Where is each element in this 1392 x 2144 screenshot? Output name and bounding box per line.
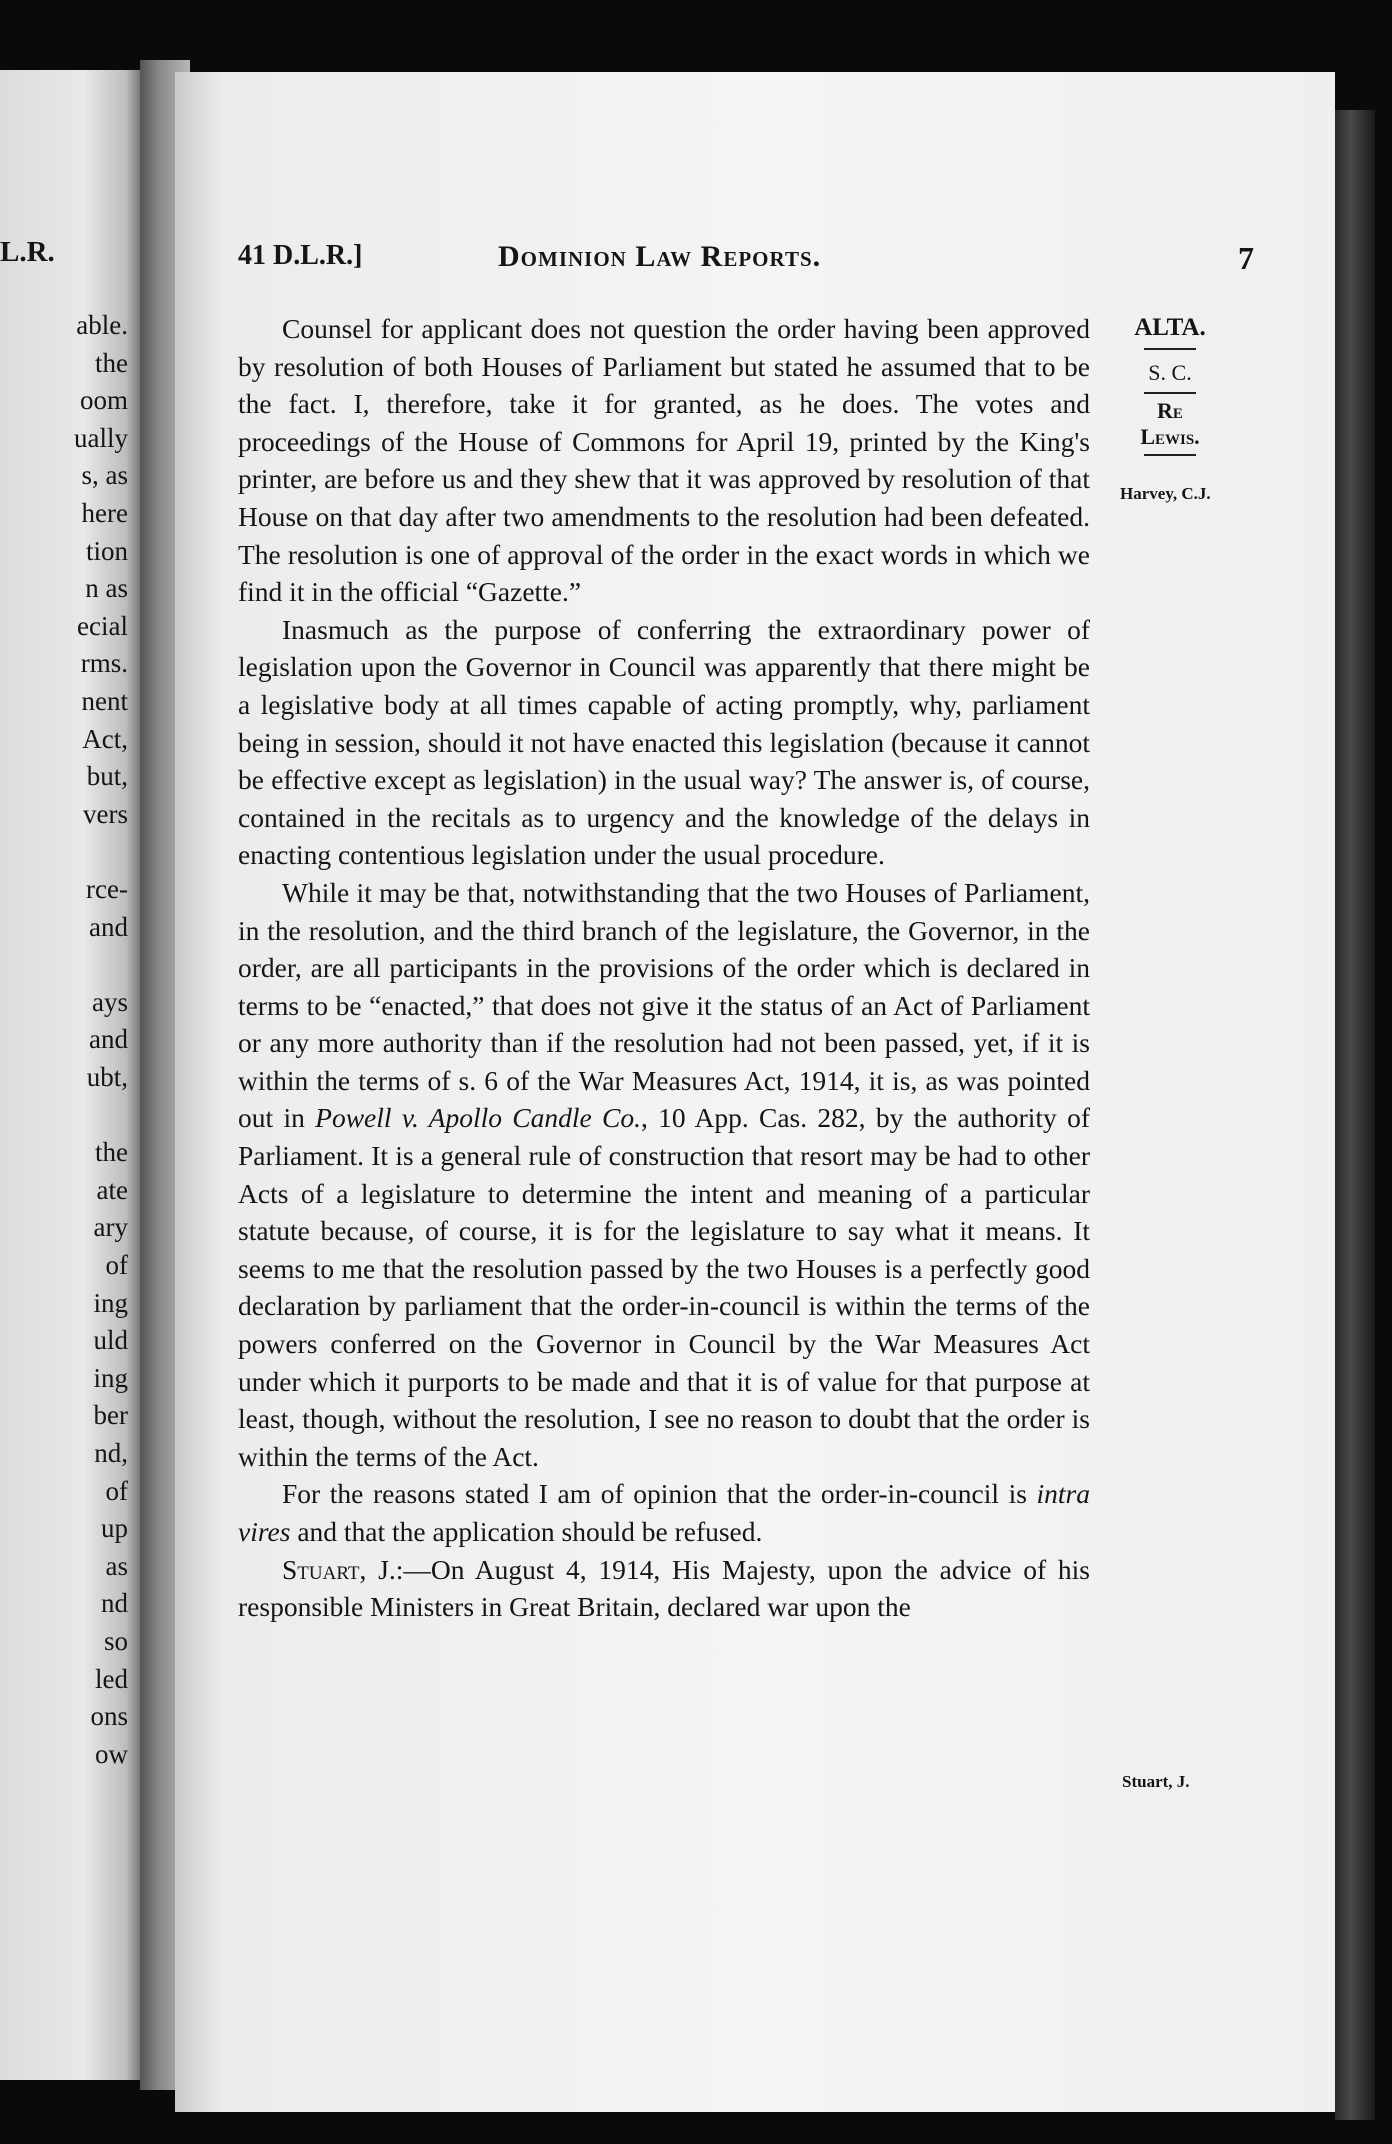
rule (1144, 348, 1196, 350)
left-page-line: able. (76, 310, 128, 340)
left-page-line: n as (85, 573, 128, 604)
text-run: and that the application should be refused. (290, 1516, 763, 1547)
left-page-line: ecial (77, 610, 128, 641)
left-page-line: ays (92, 986, 128, 1017)
margin-notes (1115, 312, 1225, 460)
case-name-line2: Lewis. (1140, 424, 1200, 449)
left-page-line: up (101, 1513, 128, 1544)
running-title: Dominion Law Reports. (498, 240, 822, 273)
left-page-line: ow (95, 1738, 128, 1769)
left-page-line: here (81, 498, 128, 528)
left-page-line: nd, (94, 1438, 128, 1468)
left-page-line: vers (83, 798, 128, 829)
left-page-line: rms. (80, 648, 128, 679)
left-page-line: of (105, 1475, 128, 1506)
left-page-line: ons (90, 1701, 128, 1732)
left-page-line: the (95, 1137, 128, 1168)
left-page-line: as (105, 1550, 128, 1581)
left-page-line: rce- (86, 874, 128, 904)
left-page-line: Act, (82, 723, 128, 754)
rule (1144, 392, 1196, 394)
case-name-line1: Re (1157, 398, 1183, 423)
left-page-line: ing (93, 1362, 128, 1393)
page-number: 7 (1238, 240, 1254, 276)
text-run: , 10 App. Cas. 282, by the authority of Parliament. It is a general rule of construction that resort may be had to other Acts of a legislature to determine the intent and meaning of a particular statute because, of course, it is for the legislature to say what it means. It seems to me that the resolution passed by the two Houses is a perfectly good declaration by parliament that the order-in-council is within the terms of the powers conferred on the Governor in Council by the War Measures Act under which it purports to be made and that it is of value for that purpose at least, though, without the resolution, I see no reason to doubt that the order is within the terms of the Act. (238, 1102, 1091, 1472)
judge-margin-note-harvey: Harvey, C.J. (1120, 484, 1211, 503)
page-edge (1335, 110, 1375, 2120)
court-label: ALTA. (1134, 314, 1206, 341)
left-page-line: tion (85, 535, 128, 566)
left-page-line: uld (93, 1325, 128, 1356)
text-run: :—On August 4, 1914, His Majesty, upon the advice of his responsible Ministers in Great Britain, declared war upon the (238, 1553, 1090, 1623)
paragraph: Inasmuch as the purpose of conferring the extraordinary power of legislation upon the Governor in Council was apparently that there might be a legislative body at all times capable of acting promptly, why, parliament being in session, should it not have enacted this legislation (because it cannot be effective except as legislation) in the usual way? The answer is, of course, contained in the recitals as to urgency and the knowledge of the delays in enacting contentious legislation under the usual procedure. (238, 613, 1090, 871)
paragraph (238, 1551, 1090, 1626)
body-text (238, 310, 1090, 1626)
left-page-line: ually (74, 422, 128, 453)
case-citation: Powell v. Apollo Candle Co. (315, 1102, 641, 1134)
left-page-line: ary (93, 1212, 128, 1243)
left-page-line: ber (93, 1400, 128, 1431)
volume-reference: 41 D.L.R.] (238, 240, 363, 271)
left-page-line: oom (79, 385, 128, 416)
left-page-fragment (0, 70, 140, 2080)
left-page-line: so (103, 1626, 128, 1656)
judge-margin-note-stuart: Stuart, J. (1122, 1772, 1190, 1791)
left-page-line: ate (96, 1174, 128, 1205)
paragraph (238, 1475, 1090, 1550)
left-page-line: ing (93, 1287, 128, 1318)
left-page-header: L.R. (0, 236, 55, 268)
left-page-line: and (89, 911, 128, 942)
paragraph (238, 874, 1090, 1476)
left-page-line: led (95, 1663, 128, 1694)
division-label: S. C. (1148, 360, 1192, 385)
left-page-line: s, as (81, 460, 128, 491)
left-page-line: but, (86, 761, 128, 792)
left-page-line: ubt, (86, 1062, 128, 1092)
left-page-line: nent (81, 686, 128, 716)
text-run: While it may be that, notwithstanding that the two Houses of Parliament, in the resolution, and the third branch of the legislature, the Governor, in the order, are all participants in the provisions of the order which is declared in terms to be “enacted,” that does not give it the status of an Act of Parliament or any more authority than if the resolution had not been passed, yet, if it is within the terms of s. 6 of the War Measures Act, 1914, it is, as was pointed out in (238, 876, 1090, 1134)
left-page-line: the (95, 347, 128, 378)
text-run: For the reasons stated I am of opinion that the order-in-council is (282, 1478, 1037, 1510)
paragraph: Counsel for applicant does not question the order having been approved by resolution of both Houses of Parliament but stated he assumed that to be the fact. I, therefore, take it for granted, as he does. The votes and proceedings of the House of Commons for April 19, printed by the King's printer, are before us and they shew that it was approved by resolution of that House on that day after two amendments to the resolution had been defeated. The resolution is one of approval of the order in the exact words in which we find it in the official “Gazette.” (238, 313, 1090, 608)
latin-term: intra vires (238, 1478, 1090, 1547)
rule (1144, 454, 1196, 456)
left-page-line: and (89, 1024, 128, 1055)
left-page-line: nd (101, 1588, 128, 1619)
left-page-line: of (105, 1250, 128, 1280)
judge-name: Stuart, J. (282, 1553, 396, 1585)
